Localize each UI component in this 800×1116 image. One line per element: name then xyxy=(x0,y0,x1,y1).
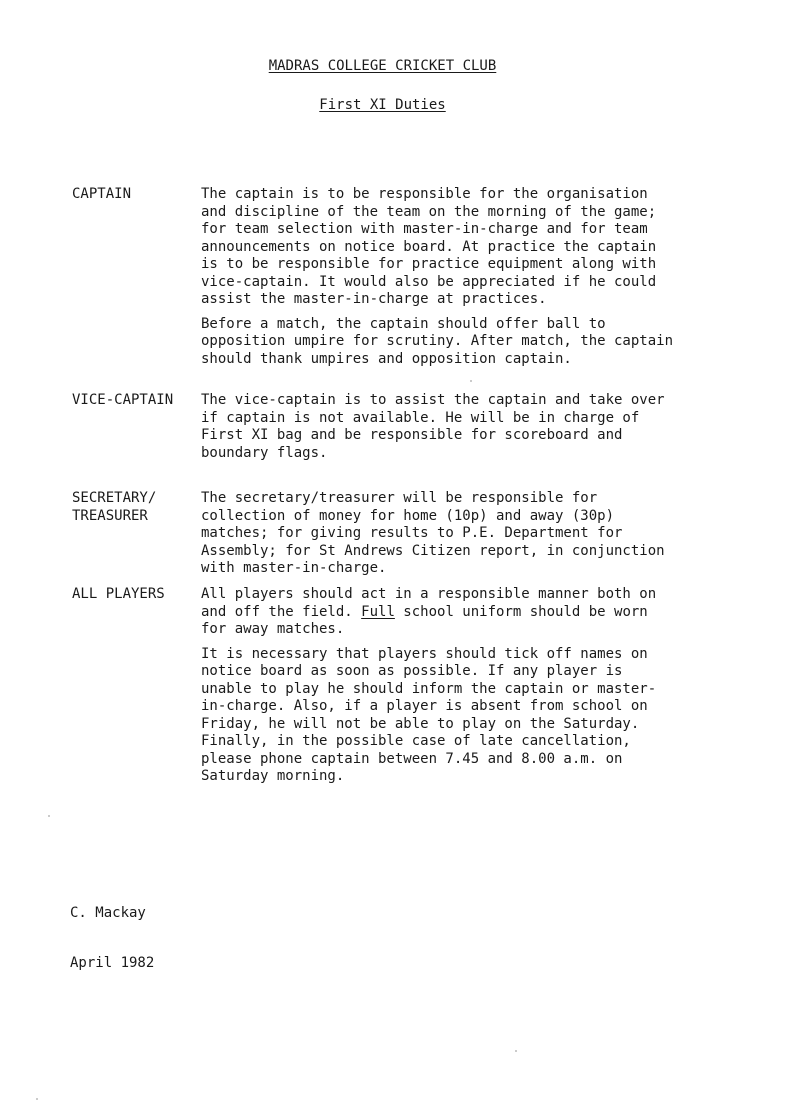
signature: C. Mackay xyxy=(70,905,146,921)
section-body-vice-captain xyxy=(201,392,681,469)
vice-captain-paragraph-1: The vice-captain is to assist the captain and take over if captain is not available. He will be in charge of First XI bag and be responsible for scoreboard and boundary flags. xyxy=(201,392,665,461)
club-title: MADRAS COLLEGE CRICKET CLUB xyxy=(268,58,497,74)
section-label-captain: CAPTAIN xyxy=(72,186,132,202)
scan-speck xyxy=(470,380,472,382)
section-label-vice-captain: VICE-CAPTAIN xyxy=(72,392,174,408)
all-players-p1-after: school uniform should be worn for away matches. xyxy=(201,603,648,637)
secretary-paragraph-1: The secretary/treasurer will be responsible for collection of money for home (10p) and away (30p) matches; for giving results to P.E. Department for Assembly; for St Andrews Citizen report, in conjunction with master-in-charge. xyxy=(201,490,665,576)
all-players-p1-before: All players should act in a responsible manner both on and off the field. xyxy=(201,586,657,620)
document-date: April 1982 xyxy=(70,955,155,971)
all-players-paragraph-1 xyxy=(201,586,681,639)
full-uniform-emphasis: Full xyxy=(361,603,395,620)
section-body-secretary-treasurer xyxy=(201,490,681,585)
section-label-all-players: ALL PLAYERS xyxy=(72,586,165,602)
scan-speck xyxy=(515,1050,517,1052)
section-body-captain xyxy=(201,186,681,375)
all-players-paragraph-2: It is necessary that players should tick off names on notice board as soon as possible. If any player is unable to play he should inform the captain or master-in-charge. Also, if a player is absent from school on Friday, he will not be able to play on the Saturday. Finally, in the possible case of late cancellation, please phone captain between 7.45 and 8.00 a.m. on Saturday morning. xyxy=(201,645,657,784)
document-subtitle: First XI Duties xyxy=(319,97,446,113)
captain-paragraph-2: Before a match, the captain should offer ball to opposition umpire for scrutiny. After match, the captain should thank umpires and opposition captain. xyxy=(201,315,674,367)
scan-speck xyxy=(36,1098,38,1100)
section-label-secretary-treasurer: SECRETARY/ TREASURER xyxy=(72,490,157,524)
captain-paragraph-1: The captain is to be responsible for the organisation and discipline of the team on the morning of the game; for team selection with master-in-charge and for team announcements on notice board. At practice the captain is to be responsible for practice equipment along with vice-captain. It would also be appreciated if he could assist the master-in-charge at practices. xyxy=(201,186,657,307)
section-body-all-players xyxy=(201,586,681,793)
scan-speck xyxy=(48,815,50,817)
